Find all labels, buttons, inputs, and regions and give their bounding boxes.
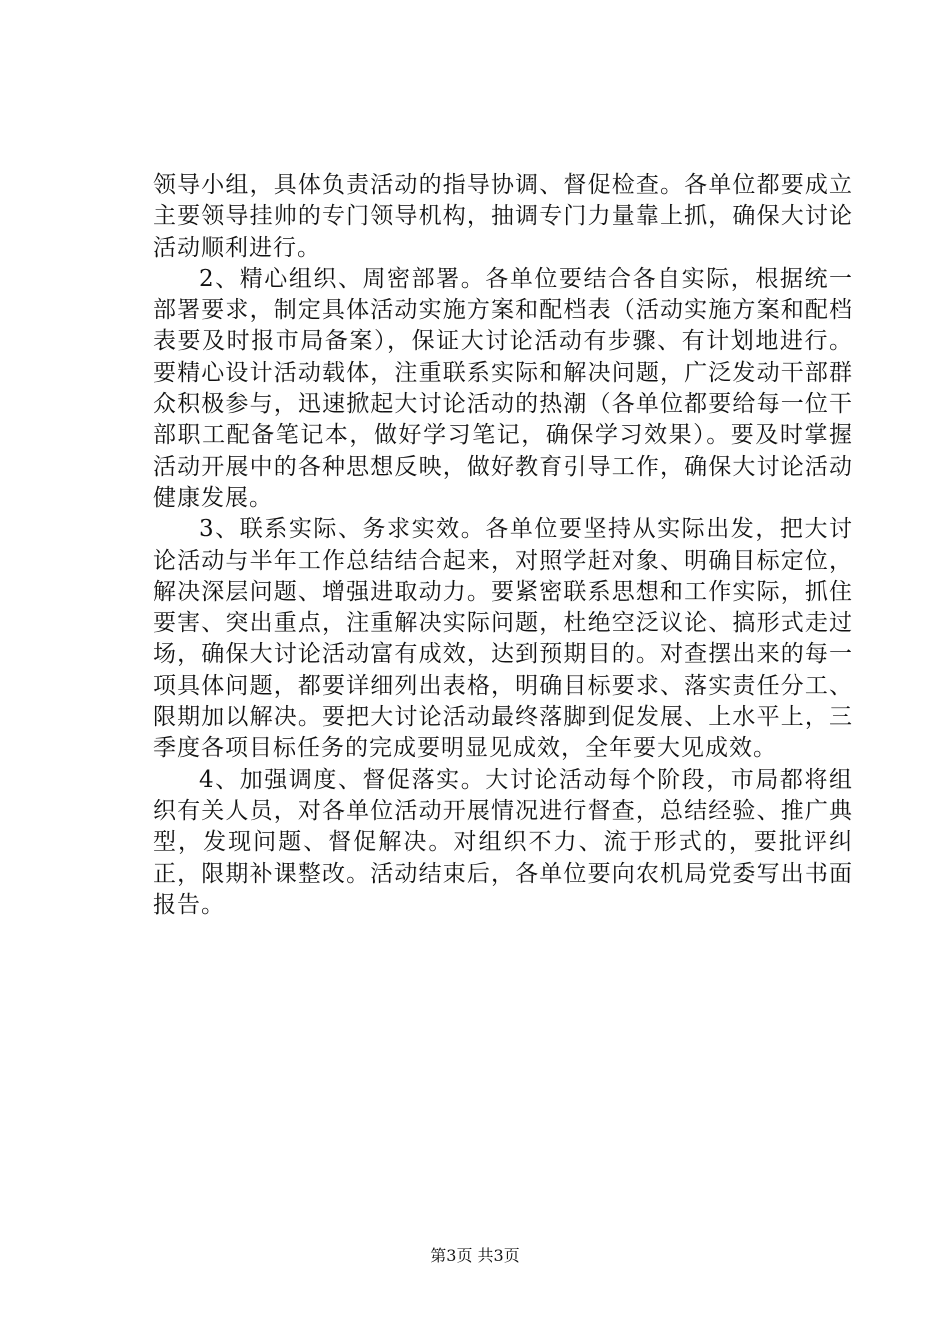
- paragraph-item-4: 4、加强调度、督促落实。大讨论活动每个阶段，市局都将组织有关人员，对各单位活动开展情况进行督查，总结经验、推广典型，发现问题、督促解决。对组织不力、流于形式的，要批评纠正，限期补课整改。活动结束后，各单位要向农机局党委写出书面报告。: [153, 766, 853, 918]
- paragraph-item-2: 2、精心组织、周密部署。各单位要结合各自实际，根据统一部署要求，制定具体活动实施方案和配档表（活动实施方案和配档表要及时报市局备案），保证大讨论活动有步骤、有计划地进行。要精心设计活动载体，注重联系实际和解决问题，广泛发动干部群众积极参与，迅速掀起大讨论活动的热潮（各单位都要给每一位干部职工配备笔记本，做好学习笔记，确保学习效果）。要及时掌握活动开展中的各种思想反映，做好教育引导工作，确保大讨论活动健康发展。: [153, 265, 853, 511]
- paragraph-continuation: 领导小组，具体负责活动的指导协调、督促检查。各单位都要成立主要领导挂帅的专门领导机构，抽调专门力量靠上抓，确保大讨论活动顺利进行。: [153, 172, 853, 261]
- document-body: [153, 170, 853, 921]
- page-number-footer: 第3页 共3页: [430, 1246, 520, 1265]
- paragraph-item-3: 3、联系实际、务求实效。各单位要坚持从实际出发，把大讨论活动与半年工作总结结合起来，对照学赶对象、明确目标定位，解决深层问题、增强进取动力。要紧密联系思想和工作实际，抓住要害、突出重点，注重解决实际问题，杜绝空泛议论、搞形式走过场，确保大讨论活动富有成效，达到预期目的。对查摆出来的每一项具体问题，都要详细列出表格，明确目标要求、落实责任分工、限期加以解决。要把大讨论活动最终落脚到促发展、上水平上，三季度各项目标任务的完成要明显见成效，全年要大见成效。: [153, 516, 853, 762]
